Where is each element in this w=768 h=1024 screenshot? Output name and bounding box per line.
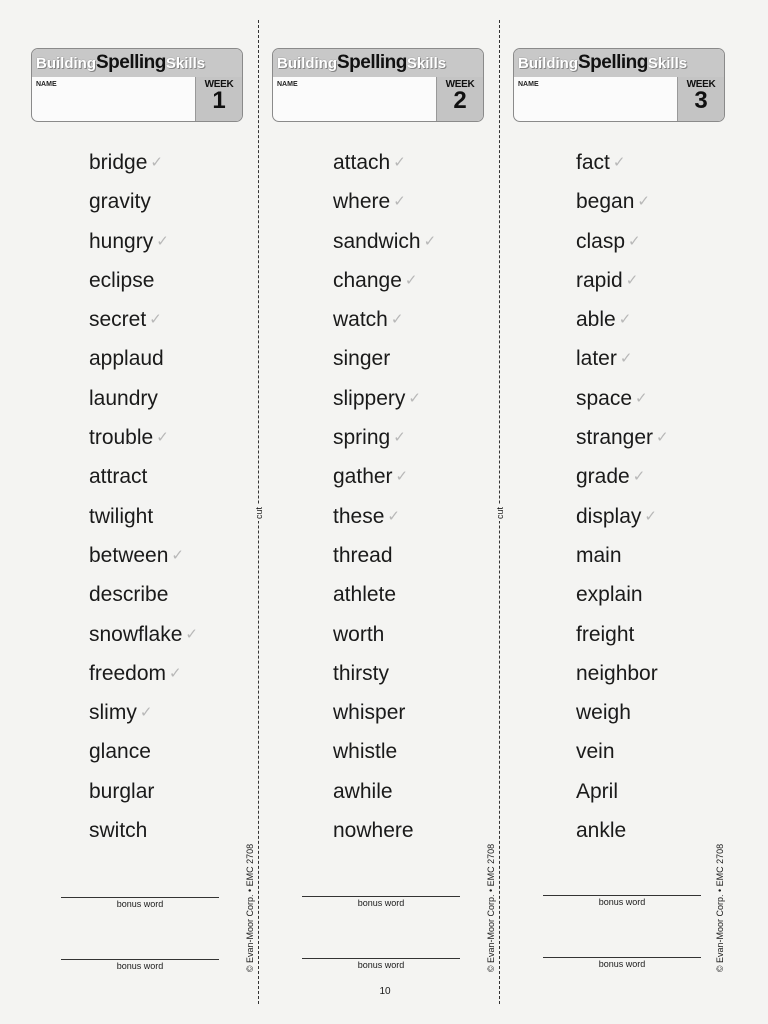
word-text: laundry — [89, 386, 158, 410]
week-number: 3 — [694, 87, 708, 114]
checkmark-icon: ✓ — [635, 389, 648, 407]
word-text: eclipse — [89, 268, 155, 292]
spelling-word — [89, 458, 198, 497]
spelling-word — [576, 812, 669, 851]
word-text: display — [576, 504, 642, 528]
checkmark-icon: ✓ — [387, 507, 400, 525]
word-text: applaud — [89, 347, 164, 371]
spelling-word — [576, 694, 669, 733]
bonus-word-line[interactable] — [543, 957, 701, 958]
spelling-word — [333, 183, 436, 222]
checkmark-icon: ✓ — [393, 154, 406, 171]
word-text: attach — [333, 151, 391, 174]
spelling-word — [89, 616, 198, 655]
spelling-word — [576, 262, 669, 301]
word-text: thirsty — [333, 661, 390, 685]
spelling-word — [89, 262, 198, 301]
worksheet-title: BuildingSpellingSkills — [277, 52, 447, 73]
spelling-word — [333, 498, 436, 537]
spelling-word — [89, 694, 198, 733]
spelling-word — [333, 773, 436, 812]
spelling-word — [333, 419, 436, 458]
checkmark-icon: ✓ — [404, 271, 418, 289]
spelling-word — [89, 537, 198, 576]
week-number: 2 — [453, 87, 467, 114]
spelling-word — [333, 262, 436, 301]
word-text: burglar — [89, 779, 155, 803]
word-text: fact — [576, 151, 610, 174]
word-text: snowflake — [89, 622, 183, 646]
word-text: slippery — [333, 386, 406, 410]
worksheet-title: BuildingSpellingSkills — [36, 52, 206, 73]
checkmark-icon: ✓ — [423, 232, 437, 250]
spelling-word — [333, 144, 436, 183]
week-header — [513, 48, 725, 122]
bonus-word-label: bonus word — [116, 961, 164, 971]
spelling-word — [576, 183, 669, 222]
word-text: stranger — [576, 426, 654, 450]
word-text: watch — [333, 308, 388, 332]
checkmark-icon: ✓ — [656, 429, 669, 447]
checkmark-icon: ✓ — [393, 193, 406, 211]
spelling-word — [576, 616, 669, 655]
spelling-word — [576, 576, 669, 615]
word-text: switch — [89, 819, 148, 843]
word-text: spring — [333, 426, 391, 450]
spelling-word — [89, 144, 198, 183]
word-text: awhile — [333, 779, 393, 803]
word-text: hungry — [89, 229, 154, 253]
word-text: gravity — [89, 190, 151, 214]
word-text: change — [333, 268, 402, 292]
spelling-word — [89, 340, 198, 379]
week-3-column — [513, 0, 753, 1024]
word-list — [576, 144, 669, 851]
bonus-word-label: bonus word — [598, 959, 646, 969]
spelling-word — [89, 380, 198, 419]
spelling-word — [89, 183, 198, 222]
word-text: began — [576, 190, 635, 214]
name-label: NAME — [518, 81, 539, 88]
spelling-word — [576, 733, 669, 772]
word-text: April — [576, 779, 619, 803]
spelling-word — [89, 419, 198, 458]
cut-label-left: cut — [254, 506, 265, 520]
bonus-word-line[interactable] — [61, 897, 219, 898]
spelling-word — [333, 537, 436, 576]
checkmark-icon: ✓ — [644, 507, 657, 525]
worksheet-title: BuildingSpellingSkills — [518, 52, 688, 73]
checkmark-icon: ✓ — [185, 625, 198, 643]
word-text: ankle — [576, 819, 627, 843]
page-number: 10 — [379, 986, 391, 997]
checkmark-icon: ✓ — [156, 429, 169, 447]
week-number-box — [436, 77, 483, 122]
spelling-word — [333, 616, 436, 655]
checkmark-icon: ✓ — [628, 232, 641, 250]
copyright-notice-3: © Evan-Moor Corp. • EMC 2708 — [715, 843, 726, 973]
word-text: space — [576, 386, 633, 410]
bonus-word-label: bonus word — [357, 898, 405, 908]
word-text: athlete — [333, 583, 397, 607]
checkmark-icon: ✓ — [169, 664, 182, 682]
word-text: freedom — [89, 661, 167, 685]
checkmark-icon: ✓ — [171, 546, 184, 564]
week-label: WEEK — [445, 79, 475, 90]
word-text: later — [576, 347, 617, 371]
spelling-word — [576, 773, 669, 812]
checkmark-icon: ✓ — [625, 271, 639, 289]
word-text: rapid — [576, 268, 623, 292]
word-text: explain — [576, 583, 643, 607]
name-label: NAME — [36, 81, 57, 88]
spelling-word — [89, 498, 198, 537]
checkmark-icon: ✓ — [618, 311, 632, 329]
word-text: clasp — [576, 229, 626, 253]
week-2-column — [272, 0, 512, 1024]
spelling-word — [89, 576, 198, 615]
word-text: whistle — [333, 740, 398, 764]
word-text: twilight — [89, 504, 154, 528]
bonus-word-label: bonus word — [598, 897, 646, 907]
spelling-word — [576, 419, 669, 458]
spelling-word — [89, 812, 198, 851]
checkmark-icon: ✓ — [149, 311, 162, 329]
bonus-word-line[interactable] — [61, 959, 219, 960]
spelling-word — [89, 223, 198, 262]
checkmark-icon: ✓ — [139, 704, 153, 722]
word-list — [333, 144, 436, 851]
word-text: bridge — [89, 151, 148, 174]
word-list — [89, 144, 198, 851]
word-text: freight — [576, 622, 635, 646]
spelling-word — [333, 458, 436, 497]
checkmark-icon: ✓ — [619, 350, 633, 368]
week-1-column — [31, 0, 271, 1024]
checkmark-icon: ✓ — [390, 311, 404, 329]
spelling-word — [333, 576, 436, 615]
week-header — [31, 48, 243, 122]
spelling-word — [576, 144, 669, 183]
word-text: secret — [89, 308, 147, 332]
cut-label-right: cut — [495, 506, 506, 520]
spelling-word — [333, 733, 436, 772]
copyright-notice-1: © Evan-Moor Corp. • EMC 2708 — [245, 843, 256, 973]
spelling-word — [576, 223, 669, 262]
week-header — [272, 48, 484, 122]
checkmark-icon: ✓ — [637, 193, 650, 211]
week-number-box — [677, 77, 724, 122]
word-text: weigh — [576, 701, 631, 725]
word-text: trouble — [89, 426, 154, 450]
checkmark-icon: ✓ — [632, 468, 646, 486]
spelling-word — [576, 380, 669, 419]
word-text: attract — [89, 465, 148, 489]
spelling-word — [576, 537, 669, 576]
copyright-notice-2: © Evan-Moor Corp. • EMC 2708 — [486, 843, 497, 973]
word-text: whisper — [333, 701, 406, 725]
spelling-word — [89, 733, 198, 772]
spelling-word — [333, 223, 436, 262]
word-text: vein — [576, 740, 615, 764]
word-text: these — [333, 504, 385, 528]
word-text: gather — [333, 465, 393, 489]
spelling-word — [576, 458, 669, 497]
spelling-word — [333, 340, 436, 379]
checkmark-icon: ✓ — [408, 389, 421, 407]
spelling-word — [333, 694, 436, 733]
bonus-word-line[interactable] — [302, 958, 460, 959]
word-text: sandwich — [333, 229, 421, 253]
word-text: describe — [89, 583, 169, 607]
checkmark-icon: ✓ — [612, 154, 626, 171]
bonus-word-line[interactable] — [543, 895, 701, 896]
word-text: glance — [89, 740, 151, 764]
word-text: grade — [576, 465, 630, 489]
name-label: NAME — [277, 81, 298, 88]
week-number-box — [195, 77, 242, 122]
spelling-word — [89, 301, 198, 340]
week-label: WEEK — [204, 79, 234, 90]
word-text: between — [89, 543, 169, 567]
spelling-word — [333, 655, 436, 694]
spelling-word — [576, 498, 669, 537]
word-text: slimy — [89, 701, 137, 725]
spelling-word — [576, 340, 669, 379]
checkmark-icon: ✓ — [156, 232, 169, 250]
word-text: where — [333, 190, 391, 214]
spelling-word — [89, 773, 198, 812]
spelling-word — [89, 655, 198, 694]
spelling-word — [576, 655, 669, 694]
bonus-word-line[interactable] — [302, 896, 460, 897]
checkmark-icon: ✓ — [150, 154, 163, 171]
checkmark-icon: ✓ — [393, 429, 406, 447]
word-text: singer — [333, 347, 391, 371]
word-text: able — [576, 308, 616, 332]
spelling-word — [333, 812, 436, 851]
spelling-word — [576, 301, 669, 340]
bonus-word-label: bonus word — [357, 960, 405, 970]
spelling-word — [333, 380, 436, 419]
word-text: main — [576, 543, 622, 567]
spelling-word — [333, 301, 436, 340]
word-text: worth — [333, 622, 385, 646]
word-text: neighbor — [576, 661, 658, 685]
week-number: 1 — [212, 87, 226, 114]
bonus-word-label: bonus word — [116, 899, 164, 909]
checkmark-icon: ✓ — [395, 468, 409, 486]
word-text: thread — [333, 543, 393, 567]
week-label: WEEK — [686, 79, 716, 90]
word-text: nowhere — [333, 819, 414, 843]
